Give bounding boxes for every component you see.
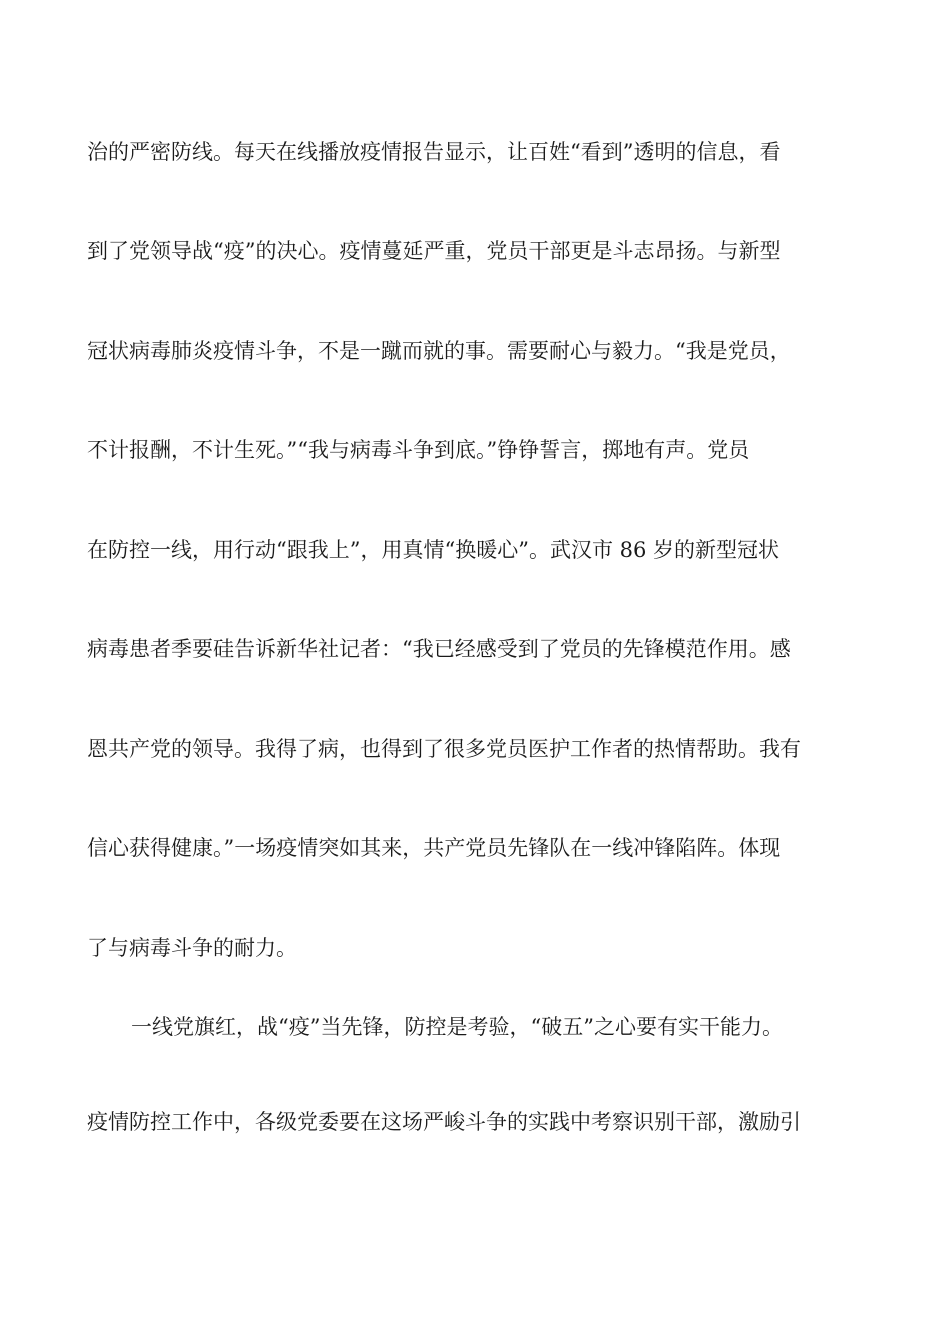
- paragraph-line: 冠状病毒肺炎疫情斗争，不是一蹴而就的事。需要耐心与毅力。“我是党员，: [87, 339, 791, 363]
- paragraph-line: 不计报酬，不计生死。”“我与病毒斗争到底。”铮铮誓言，掷地有声。党员: [87, 438, 750, 462]
- paragraph-line: 了与病毒斗争的耐力。: [87, 936, 297, 960]
- paragraph-line-indented: 一线党旗红，战“疫”当先锋，防控是考验，“破五”之心要有实干能力。: [131, 1015, 783, 1039]
- paragraph-line: 病毒患者季要硅告诉新华社记者：“我已经感受到了党员的先锋模范作用。感: [87, 637, 791, 661]
- paragraph-line: 治的严密防线。每天在线播放疫情报告显示，让百姓“看到”透明的信息，看: [87, 140, 781, 164]
- paragraph-line: 信心获得健康。”一场疫情突如其来，共产党员先锋队在一线冲锋陷阵。体现: [87, 836, 781, 860]
- paragraph-line: 恩共产党的领导。我得了病，也得到了很多党员医护工作者的热情帮助。我有: [87, 737, 801, 761]
- paragraph-line: 在防控一线，用行动“跟我上”，用真情“换暖心”。武汉市 86 岁的新型冠状: [87, 538, 780, 562]
- paragraph-line: 到了党领导战“疫”的决心。疫情蔓延严重，党员干部更是斗志昂扬。与新型: [87, 239, 781, 263]
- paragraph-line: 疫情防控工作中，各级党委要在这场严峻斗争的实践中考察识别干部，激励引: [87, 1110, 801, 1134]
